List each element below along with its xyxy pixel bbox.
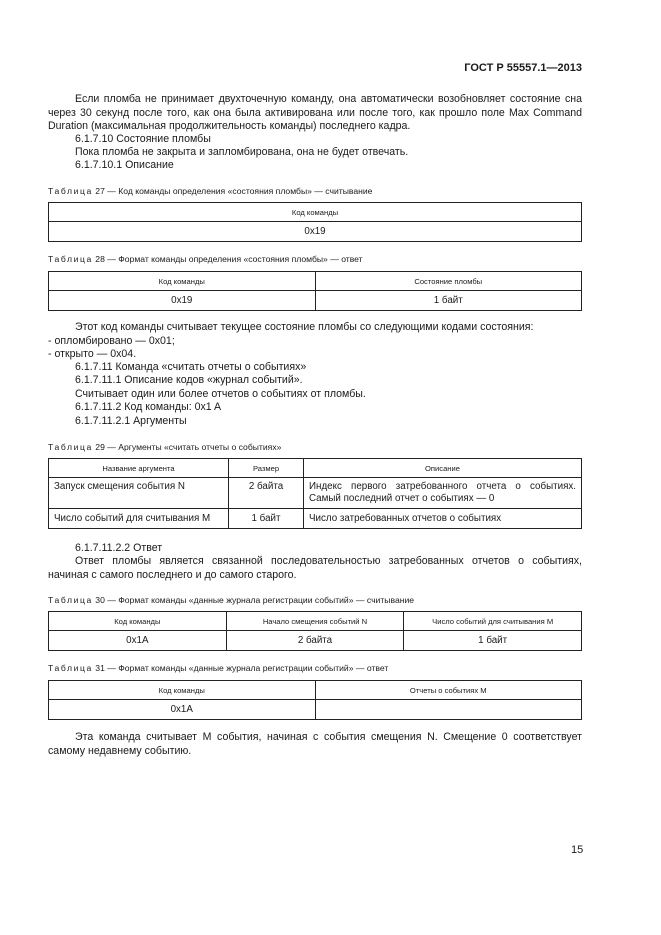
table-cell: 2 байта — [226, 631, 404, 651]
table-27 — [48, 202, 582, 242]
paragraph-offset: Эта команда считывает M события, начиная с события смещения N. Смещение 0 соответствует самому недавнему событию. — [48, 731, 582, 757]
table-row — [49, 509, 582, 529]
table-cell: 1 байт — [404, 631, 582, 651]
table-cell: 1 байт — [315, 291, 582, 311]
paragraph-status-codes: Этот код команды считывает текущее состояние пломбы со следующими кодами состояния: — [75, 321, 534, 333]
table-cell: 0x1A — [49, 700, 316, 720]
section-heading-seal-state: 6.1.7.10 Состояние пломбы — [75, 133, 211, 145]
table-caption-text: 30 — Формат команды «данные журнала регистрации событий» — считывание — [95, 595, 415, 605]
table-header-cell: Код команды — [49, 612, 227, 631]
section-heading-arguments: 6.1.7.11.2.1 Аргументы — [75, 415, 187, 427]
paragraph-read-reports: Считывает один или более отчетов о событиях от пломбы. — [75, 388, 366, 400]
table-caption-text: 29 — Аргументы «считать отчеты о событиях» — [95, 442, 282, 452]
table-31 — [48, 680, 582, 720]
table-row — [49, 478, 582, 509]
table-header-cell: Состояние пломбы — [315, 272, 582, 291]
table-29 — [48, 458, 582, 529]
list-item: - опломбировано — 0x01; — [48, 335, 175, 347]
table-cell: Индекс первого затребованного отчета о событиях. Самый последний отчет о событиях — 0 — [304, 478, 582, 509]
section-heading-event-log: 6.1.7.11.1 Описание кодов «журнал событий». — [75, 374, 303, 386]
table-header-cell: Размер — [229, 459, 304, 478]
table-caption-text: 31 — Формат команды «данные журнала регистрации событий» — ответ — [95, 663, 389, 673]
table-label: Таблица — [48, 595, 93, 605]
list-item: - открыто — 0x04. — [48, 348, 137, 360]
table-header-cell: Описание — [304, 459, 582, 478]
paragraph-answer: Ответ пломбы является связанной последовательностью затребованных отчетов о событиях, начиная с самого последнего и до самого старого. — [48, 555, 582, 581]
table-header-cell: Отчеты о событиях M — [315, 681, 582, 700]
table-label: Таблица — [48, 186, 93, 196]
table-cell: Число затребованных отчетов о событиях — [304, 509, 582, 529]
table-28-caption — [48, 254, 363, 265]
table-header-cell: Код команды — [49, 681, 316, 700]
table-cell: 2 байта — [229, 478, 304, 509]
table-30 — [48, 611, 582, 651]
table-header-cell: Название аргумента — [49, 459, 229, 478]
table-30-caption — [48, 595, 414, 606]
page-number: 15 — [571, 844, 584, 856]
table-header-cell: Код команды — [49, 203, 582, 222]
paragraph-sleep-resume: Если пломба не принимает двухточечную команду, она автоматически возобновляет состояние сна через 30 секунд после того, как она была активирована или после того, как прошло поле Max Command Duration (максимальная продолжительность команды) последнего кадра. — [48, 93, 582, 132]
table-31-caption — [48, 663, 388, 674]
section-heading-description: 6.1.7.10.1 Описание — [75, 159, 174, 171]
table-29-caption — [48, 442, 281, 453]
table-cell: 0x1A — [49, 631, 227, 651]
table-cell: 0x19 — [49, 222, 582, 242]
table-27-caption — [48, 186, 372, 197]
table-caption-text: 28 — Формат команды определения «состояния пломбы» — ответ — [95, 254, 363, 264]
table-cell: Число событий для считывания M — [49, 509, 229, 529]
table-label: Таблица — [48, 254, 93, 264]
table-cell: 0x19 — [49, 291, 316, 311]
document-code: ГОСТ Р 55557.1—2013 — [464, 62, 582, 74]
table-caption-text: 27 — Код команды определения «состояния пломбы» — считывание — [95, 186, 373, 196]
table-cell — [315, 700, 582, 720]
section-heading-read-events: 6.1.7.11 Команда «считать отчеты о событиях» — [75, 361, 307, 373]
table-28 — [48, 271, 582, 311]
table-cell: Запуск смещения события N — [49, 478, 229, 509]
section-heading-command-code: 6.1.7.11.2 Код команды: 0x1 A — [75, 401, 222, 413]
table-label: Таблица — [48, 442, 93, 452]
table-header-cell: Начало смещения событий N — [226, 612, 404, 631]
section-heading-answer: 6.1.7.11.2.2 Ответ — [75, 542, 163, 554]
paragraph-seal-not-answer: Пока пломба не закрыта и запломбирована, она не будет отвечать. — [75, 146, 409, 158]
table-label: Таблица — [48, 663, 93, 673]
table-header-cell: Код команды — [49, 272, 316, 291]
table-cell: 1 байт — [229, 509, 304, 529]
table-header-cell: Число событий для считывания M — [404, 612, 582, 631]
